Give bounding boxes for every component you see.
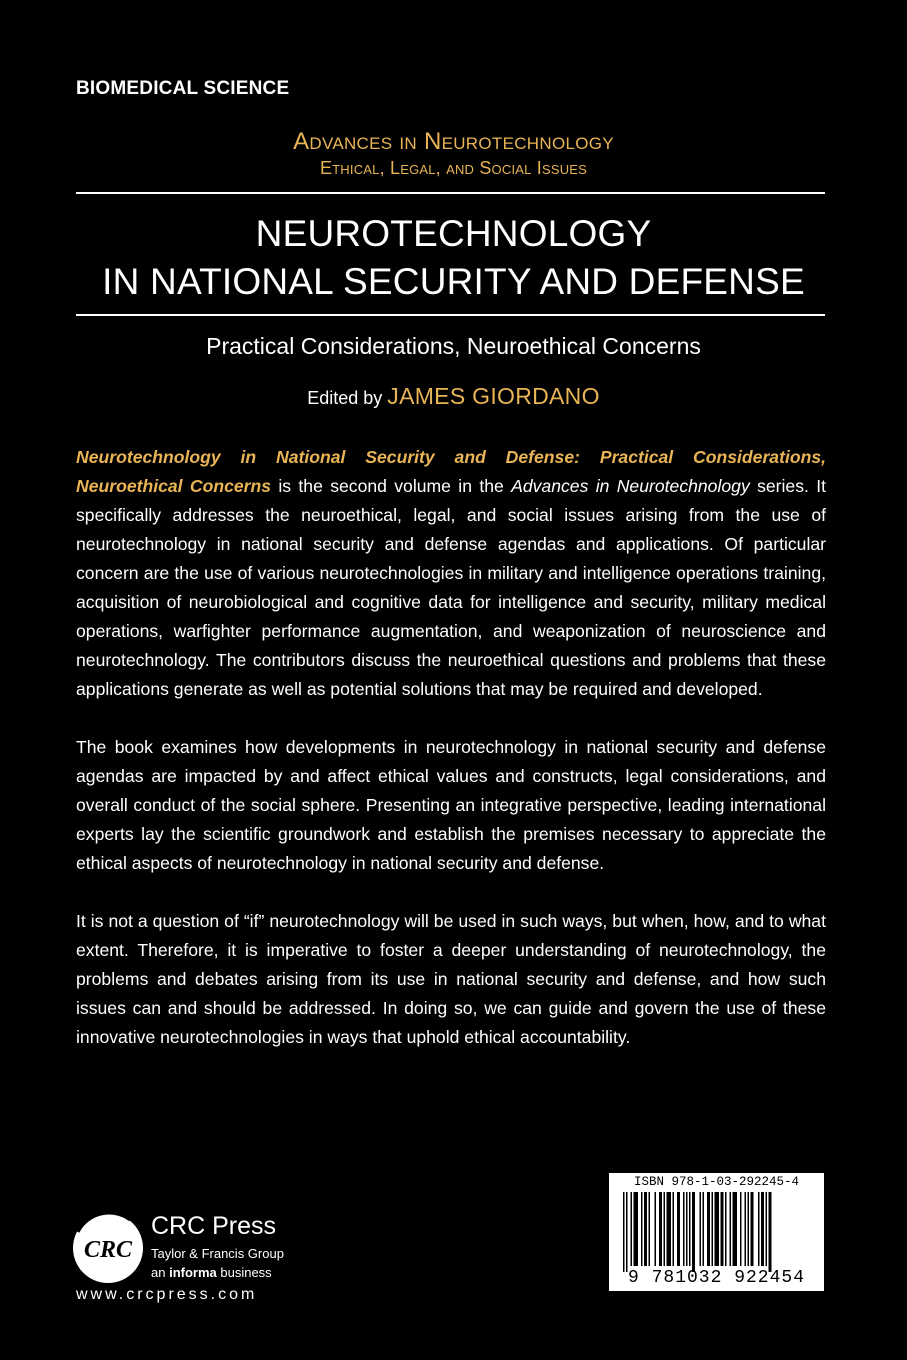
series-title: Advances in Neurotechnology <box>293 128 614 155</box>
description-paragraph-3: It is not a question of “if” neurotechnology will be used in such ways, but when, how, and to what extent. Therefore, it is imperative to foster a deeper understanding of neurotechnology, the problems and debates arising from its use in national security and defense, and how such issues can and should be addressed. In doing so, we can guide and govern the use of these innovative neurotechnologies in ways that uphold ethical accountability. <box>76 911 826 1047</box>
barcode-bar <box>667 1192 672 1266</box>
bottom-divider <box>76 314 825 316</box>
book-title-line-2: IN NATIONAL SECURITY AND DEFENSE <box>102 261 805 302</box>
book-subtitle: Practical Considerations, Neuroethical Concerns <box>206 333 701 359</box>
book-title <box>0 210 907 306</box>
series-subtitle: Ethical, Legal, and Social Issues <box>319 158 588 178</box>
barcode-bar <box>769 1192 772 1272</box>
barcode-bars <box>623 1192 811 1278</box>
publisher-block <box>72 1208 392 1318</box>
isbn-label: ISBN 978-1-03-292245-4 <box>633 1175 800 1189</box>
barcode-bar <box>740 1192 742 1266</box>
series-header <box>0 128 907 179</box>
publisher-name: CRC Press <box>151 1212 277 1240</box>
barcode-bar <box>766 1192 768 1266</box>
barcode-bar <box>692 1192 695 1272</box>
barcode-bar <box>649 1192 651 1266</box>
book-title-line-1: NEUROTECHNOLOGY <box>255 213 652 254</box>
barcode-bar <box>689 1192 691 1266</box>
publisher-website: www.crcpress.com <box>76 1286 258 1303</box>
isbn-barcode <box>609 1173 824 1291</box>
barcode-bar <box>712 1192 714 1266</box>
description-book-title: Neurotechnology in National Security and Defense: Practical Considerations, Neuroethical Concerns <box>76 447 826 496</box>
barcode-bar <box>730 1192 732 1266</box>
isbn-digits: 9 781032 922454 <box>627 1268 806 1288</box>
barcode-bar <box>721 1192 724 1266</box>
barcode-bar <box>707 1192 710 1266</box>
description-paragraph-1: Neurotechnology in National Security and Defense: Practical Considerations, Neuroethical Concerns is the second volume in the Advances in Neurotechnology series. It specifically addresses the neuroethical, legal, and social issues arising from the use of neurotechnology in national security and defense agendas and applications. Of particular concern are the use of various neurotechnologies in military and intelligence operations training, acquisition of neurobiological and cognitive data for intelligence and security, military medical operations, warfighter performance augmentation, and weaponization of neuroscience and neurotechnology. The contributors discuss the neuroethical questions and problems that these applications generate as well as potential solutions that may be required and developed. <box>76 447 826 699</box>
barcode-bar <box>748 1192 750 1266</box>
editor-name: JAMES GIORDANO <box>387 383 600 409</box>
barcode-bar <box>677 1192 680 1266</box>
barcode-bar <box>686 1192 688 1266</box>
description <box>76 443 826 1081</box>
barcode-bar <box>715 1192 720 1266</box>
barcode-bar <box>655 1192 657 1266</box>
barcode-bar <box>733 1192 738 1266</box>
top-divider <box>76 192 825 194</box>
category-label: BIOMEDICAL SCIENCE <box>76 78 290 99</box>
barcode-bar <box>659 1192 662 1266</box>
edited-by-label: Edited by <box>307 388 383 408</box>
barcode-bar <box>623 1192 625 1272</box>
barcode-bar <box>725 1192 727 1266</box>
crc-logo-icon <box>72 1212 144 1284</box>
barcode-bar <box>700 1192 702 1266</box>
editor-line <box>0 383 907 410</box>
barcode-bar <box>745 1192 747 1266</box>
barcode-bar <box>761 1192 764 1266</box>
barcode-bar <box>626 1192 628 1272</box>
publisher-informa: an informa business <box>151 1265 272 1280</box>
barcode-bar <box>703 1192 705 1266</box>
description-series-name: Advances in Neurotechnology <box>511 476 750 496</box>
svg-text:CRC: CRC <box>83 1237 133 1263</box>
publisher-group: Taylor & Francis Group <box>151 1246 284 1261</box>
barcode-bar <box>634 1192 639 1266</box>
barcode-bar <box>751 1192 754 1266</box>
barcode-bar <box>644 1192 647 1266</box>
barcode-bar <box>664 1192 666 1266</box>
barcode-bar <box>641 1192 643 1266</box>
description-paragraph-2: The book examines how developments in neurotechnology in national security and defense agendas are impacted by and affect ethical values and constructs, legal considerations, and overall conduct of the social sphere. Presenting an integrative perspective, leading international experts lay the scientific groundwork and establish the premises necessary to appreciate the ethical aspects of neurotechnology in national security and defense. <box>76 737 826 873</box>
barcode-bar <box>673 1192 675 1266</box>
barcode-bar <box>631 1192 633 1266</box>
barcode-bar <box>683 1192 685 1266</box>
barcode-bar <box>758 1192 760 1266</box>
